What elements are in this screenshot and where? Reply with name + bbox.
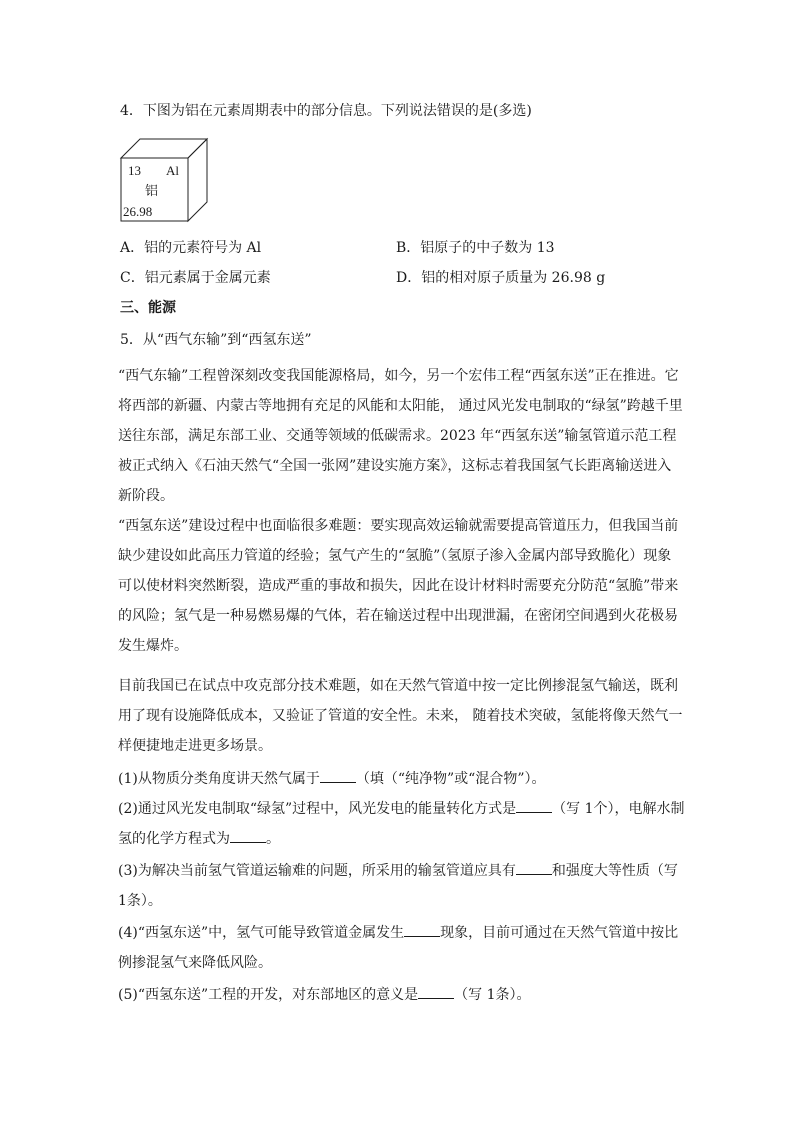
sub-question-1: (1)从物质分类角度讲天然气属于 （填（“纯净物”或“混合物”）。 — [118, 764, 545, 794]
sub-question-2: (2)通过风光发电制取“绿氢”过程中，风光发电的能量转化方式是 （写 1个），电解水制 氢的化学方程式为 。 — [118, 794, 685, 854]
paragraph-line: 可以使材料突然断裂，造成严重的事故和损失，因此在设计材料时需要充分防范“氢脆”带来 — [118, 578, 679, 594]
question-5-title: 5．从“西气东输”到“西氢东送” — [120, 332, 312, 348]
paragraph-line: 将西部的新疆、内蒙古等地拥有充足的风能和太阳能， 通过风光发电制取的“绿氢”跨越千里 — [118, 398, 683, 414]
sub-question-5: (5)“西氢东送”工程的开发，对东部地区的意义是 （写 1条）。 — [118, 980, 531, 1010]
element-name: 铝 — [145, 184, 159, 199]
answer-blank[interactable] — [320, 767, 356, 783]
sub-question-4: (4)“西氢东送”中，氢气可能导致管道金属发生 现象，目前可通过在天然气管道中按比 例掺混氢气来降低风险。 — [118, 918, 678, 978]
paragraph-line: 新阶段。 — [118, 488, 174, 504]
paragraph-line: 被正式纳入《石油天然气“全国一张网”建设实施方案》，这标志着我国氢气长距离输送进入 — [118, 458, 672, 474]
answer-blank[interactable] — [418, 983, 454, 999]
paragraph-line: 样便捷地走进更多场景。 — [118, 738, 272, 754]
element-atomic-number: 13 — [128, 163, 141, 178]
paragraph-line: 用了现有设施降低成本，又验证了管道的安全性。未来， 随着技术突破，氢能将像天然气一 — [118, 708, 683, 724]
answer-blank[interactable] — [516, 859, 552, 875]
answer-blank[interactable] — [404, 921, 440, 937]
passage-paragraph-2 — [118, 511, 678, 661]
question-4-prompt: 4．下图为铝在元素周期表中的部分信息。下列说法错误的是(多选) — [120, 103, 532, 119]
paragraph-line: 目前我国已在试点中攻克部分技术难题，如在天然气管道中按一定比例掺混氢气输送，既利 — [118, 678, 678, 694]
passage-paragraph-1 — [118, 361, 683, 511]
paragraph-line: 发生爆炸。 — [118, 638, 188, 654]
option-c: C．铝元素属于金属元素 — [120, 270, 271, 286]
element-symbol: Al — [166, 163, 179, 178]
answer-blank[interactable] — [230, 827, 266, 843]
passage-paragraph-3 — [118, 671, 683, 761]
option-b: B．铝原子的中子数为 13 — [396, 240, 555, 256]
paragraph-line: “西氢东送”建设过程中也面临很多难题：要实现高效运输就需要提高管道压力，但我国当前 — [118, 518, 679, 534]
element-card — [118, 136, 210, 224]
paragraph-line: “西气东输”工程曾深刻改变我国能源格局，如今，另一个宏伟工程“西氢东送”正在推进。它 — [118, 368, 679, 384]
element-atomic-mass: 26.98 — [123, 204, 153, 219]
option-d: D．铝的相对原子质量为 26.98 g — [396, 270, 606, 286]
section-heading: 三、能源 — [120, 300, 176, 316]
paragraph-line: 缺少建设如此高压力管道的经验；氢气产生的“氢脆”（氢原子渗入金属内部导致脆化）现象 — [118, 548, 672, 564]
sub-question-3: (3)为解决当前氢气管道运输难的问题，所采用的输氢管道应具有 和强度大等性质（写 1条）。 — [118, 856, 678, 916]
paragraph-line: 送往东部，满足东部工业、交通等领域的低碳需求。2023 年“西氢东送”输氢管道示范工程 — [118, 428, 677, 444]
option-a: A．铝的元素符号为 Al — [120, 240, 262, 256]
answer-blank[interactable] — [516, 797, 552, 813]
paragraph-line: 的风险；氢气是一种易燃易爆的气体，若在输送过程中出现泄漏，在密闭空间遇到火花极易 — [118, 608, 678, 624]
